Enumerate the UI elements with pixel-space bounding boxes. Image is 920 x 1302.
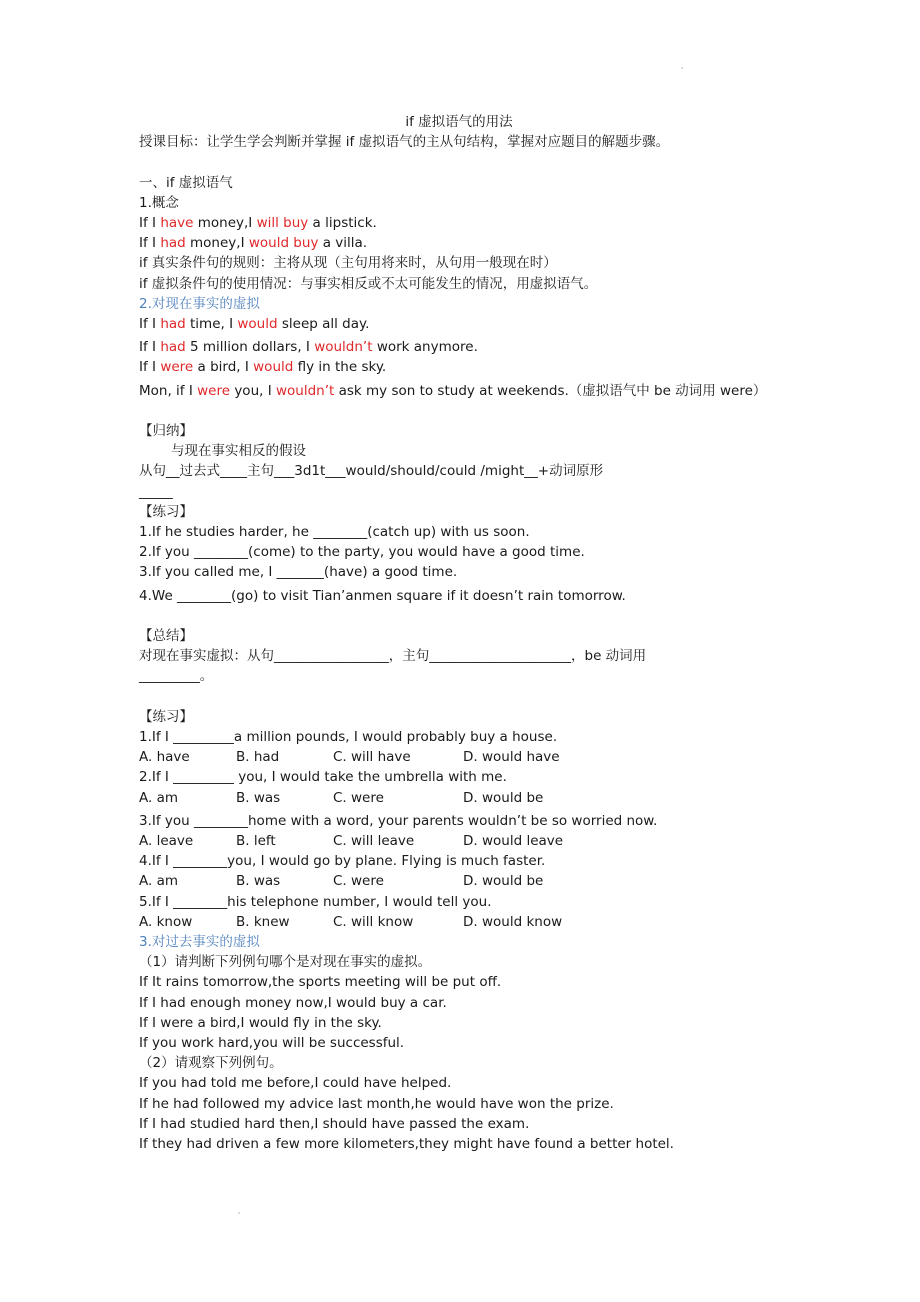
question-prompt: （2）请观察下列例句。	[139, 1055, 283, 1072]
summary-text-tail: _________。	[139, 668, 214, 685]
example-sentence: If I were a bird, I would fly in the sky.	[139, 359, 387, 376]
example-sentence: Mon, if I were you, I wouldn’t ask my son to study at weekends.（虚拟语气中 be 动词用 were）	[139, 382, 767, 399]
example-sentence: If I had studied hard then,I should have passed the exam.	[139, 1115, 530, 1132]
example-sentence: If I had enough money now,I would buy a car.	[139, 994, 447, 1011]
option-c: C. will know	[333, 913, 414, 930]
option-d: D. would leave	[463, 833, 564, 850]
question-stem: 3.If you ________home with a word, your parents wouldn’t be so worried now.	[139, 812, 658, 829]
scan-dot	[238, 1212, 240, 1214]
practice-label: 【练习】	[139, 708, 193, 725]
option-d: D. would be	[463, 789, 544, 806]
rule-text: if 真实条件句的规则：主将从现（主句用将来时，从句用一般现在时）	[139, 255, 557, 272]
practice-item: 3.If you called me, I _______(have) a good time.	[139, 564, 458, 581]
answer-options	[139, 871, 779, 891]
summary-description: 与现在事实相反的假设	[171, 443, 306, 460]
summary-formula: 从句__过去式____主句___3d1t___would/should/could /might__+动词原形	[139, 463, 604, 480]
option-d: D. would be	[463, 873, 544, 890]
example-sentence: If I had time, I would sleep all day.	[139, 316, 370, 333]
question-stem: 4.If I ________you, I would go by plane. Flying is much faster.	[139, 853, 546, 870]
section-heading: 3.对过去事实的虚拟	[139, 934, 260, 951]
option-a: A. know	[139, 913, 193, 930]
example-sentence: If I had 5 million dollars, I wouldn’t work anymore.	[139, 339, 478, 356]
summary-formula-tail: _____	[139, 483, 173, 500]
option-a: A. am	[139, 873, 179, 890]
option-c: C. were	[333, 873, 384, 890]
practice-item: 2.If you ________(come) to the party, you would have a good time.	[139, 544, 585, 561]
example-sentence: If he had followed my advice last month,he would have won the prize.	[139, 1095, 614, 1112]
option-d: D. would have	[463, 749, 560, 766]
summary-label: 【总结】	[139, 628, 193, 645]
example-sentence: If I have money,I will buy a lipstick.	[139, 215, 377, 231]
option-b: B. left	[236, 833, 276, 850]
question-stem: 1.If I _________a million pounds, I would probably buy a house.	[139, 729, 558, 746]
option-c: C. were	[333, 789, 384, 806]
rule-text: if 虚拟条件句的使用情况：与事实相反或不太可能发生的情况，用虚拟语气。	[139, 275, 598, 292]
summary-text: 对现在事实虚拟：从句_________________，主句_____________________，be 动词用	[139, 648, 647, 665]
answer-options	[139, 912, 779, 932]
option-b: B. was	[236, 873, 281, 890]
answer-options	[139, 831, 779, 851]
subsection-heading: 1.概念	[139, 194, 179, 211]
option-a: A. leave	[139, 833, 194, 850]
example-sentence: If It rains tomorrow,the sports meeting will be put off.	[139, 974, 502, 991]
practice-item: 1.If he studies harder, he ________(catch up) with us soon.	[139, 524, 530, 541]
option-b: B. was	[236, 789, 281, 806]
example-sentence: If you had told me before,I could have helped.	[139, 1075, 452, 1092]
document-body	[139, 112, 779, 1154]
scan-dot	[681, 67, 683, 69]
option-b: B. knew	[236, 913, 290, 930]
option-d: D. would know	[463, 913, 563, 930]
practice-label: 【练习】	[139, 503, 193, 520]
section-heading: 2.对现在事实的虚拟	[139, 295, 260, 312]
question-prompt: （1）请判断下列例句哪个是对现在事实的虚拟。	[139, 954, 432, 971]
option-c: C. will have	[333, 749, 411, 766]
answer-options	[139, 747, 779, 767]
option-a: A. am	[139, 789, 179, 806]
option-c: C. will leave	[333, 833, 415, 850]
example-sentence: If I had money,I would buy a villa.	[139, 235, 368, 252]
question-stem: 5.If I ________his telephone number, I would tell you.	[139, 893, 492, 910]
page-title: if 虚拟语气的用法	[405, 114, 513, 130]
question-stem: 2.If I _________ you, I would take the umbrella with me.	[139, 769, 507, 786]
example-sentence: If you work hard,you will be successful.	[139, 1035, 405, 1052]
example-sentence: If I were a bird,I would fly in the sky.	[139, 1014, 382, 1031]
lesson-objective: 授课目标：让学生学会判断并掌握 if 虚拟语气的主从句结构，掌握对应题目的解题步骤。	[139, 134, 670, 151]
example-sentence: If they had driven a few more kilometers,they might have found a better hotel.	[139, 1136, 674, 1153]
option-a: A. have	[139, 749, 190, 766]
option-b: B. had	[236, 749, 280, 766]
section-heading: 一、if 虚拟语气	[139, 174, 233, 191]
summary-label: 【归纳】	[139, 423, 193, 440]
practice-item: 4.We ________(go) to visit Tian’anmen square if it doesn’t rain tomorrow.	[139, 587, 626, 604]
answer-options	[139, 788, 779, 808]
